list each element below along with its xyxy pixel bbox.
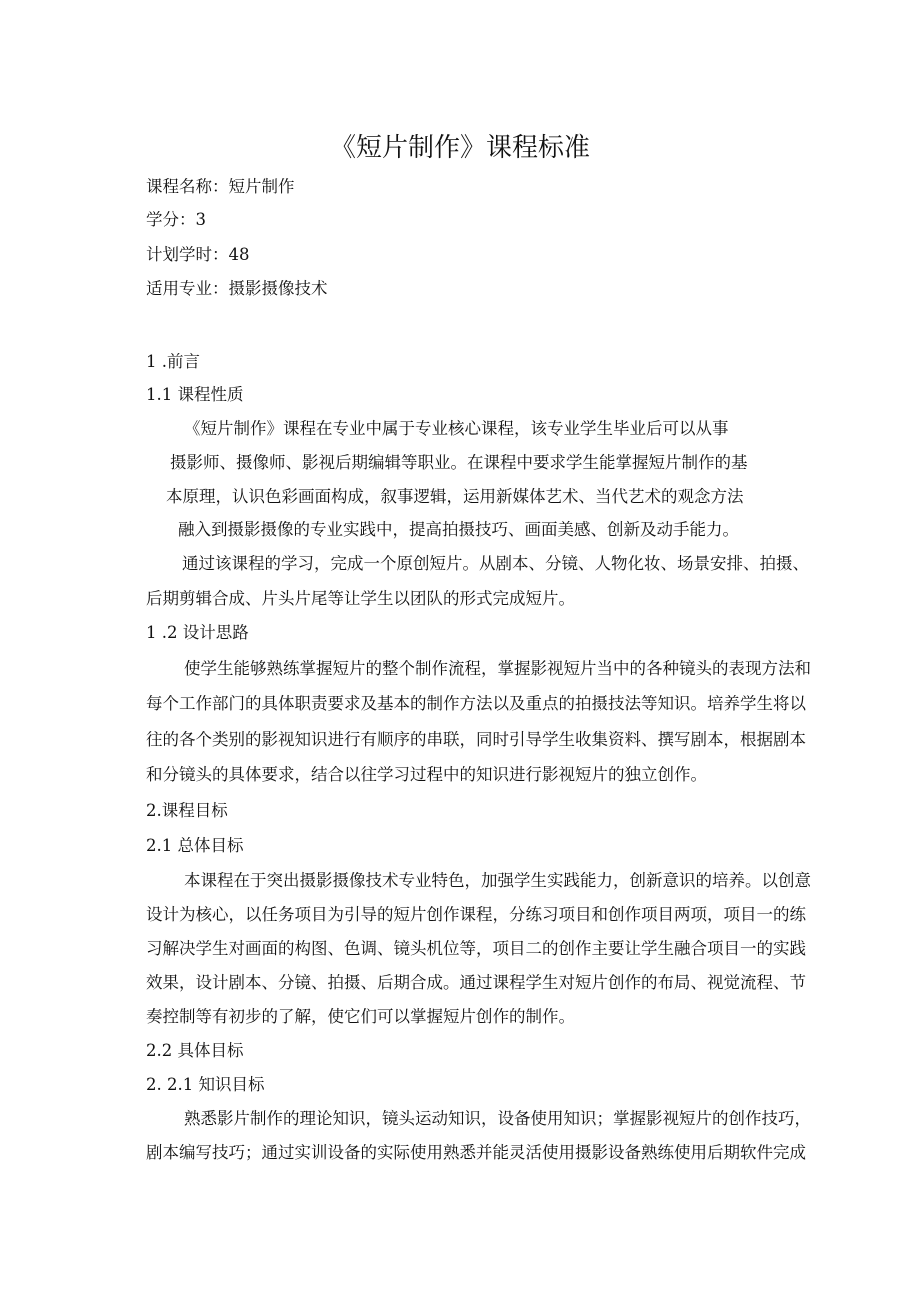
section-1-1-heading: 1.1 课程性质: [146, 385, 244, 404]
paragraph-line: 设计为核心，以任务项目为引导的短片创作课程，分练习项目和创作项目两项，项目一的练: [146, 905, 806, 924]
section-1-2-heading: 1 .2 设计思路: [146, 623, 249, 642]
meta-course-name: 课程名称：短片制作: [146, 177, 295, 196]
section-2-1-heading: 2.1 总体目标: [146, 836, 244, 855]
paragraph-line: 摄影师、摄像师、影视后期编辑等职业。在课程中要求学生能掌握短片制作的基: [170, 453, 748, 472]
paragraph-line: 本原理，认识色彩画面构成，叙事逻辑，运用新媒体艺术、当代艺术的观念方法: [166, 487, 744, 506]
paragraph-line: 《短片制作》课程在专业中属于专业核心课程，该专业学生毕业后可以从事: [184, 419, 729, 438]
paragraph-line: 融入到摄影摄像的专业实践中，提高拍摄技巧、画面美感、创新及动手能力。: [178, 520, 739, 539]
section-1-heading: 1 .前言: [146, 352, 200, 371]
section-2-2-1-heading: 2. 2.1 知识目标: [146, 1075, 265, 1094]
paragraph-line: 每个工作部门的具体职责要求及基本的制作方法以及重点的拍摄技法等知识。培养学生将以: [146, 694, 806, 713]
paragraph-line: 剧本编写技巧；通过实训设备的实际使用熟悉并能灵活使用摄影设备熟练使用后期软件完成: [146, 1143, 806, 1162]
paragraph-line: 通过该课程的学习，完成一个原创短片。从剧本、分镜、人物化妆、场景安排、拍摄、: [182, 554, 809, 573]
meta-major: 适用专业：摄影摄像技术: [146, 279, 328, 298]
document-title: 《短片制作》课程标准: [329, 133, 590, 163]
paragraph-line: 熟悉影片制作的理论知识，镜头运动知识，设备使用知识；掌握影视短片的创作技巧，: [184, 1109, 811, 1128]
paragraph-line: 效果，设计剧本、分镜、拍摄、后期合成。通过课程学生对短片创作的布局、视觉流程、节: [146, 973, 806, 992]
meta-hours: 计划学时：48: [146, 245, 250, 264]
paragraph-line: 本课程在于突出摄影摄像技术专业特色，加强学生实践能力，创新意识的培养。以创意: [184, 871, 811, 890]
meta-credits: 学分：3: [146, 210, 206, 229]
paragraph-line: 奏控制等有初步的了解，使它们可以掌握短片创作的制作。: [146, 1007, 575, 1026]
paragraph-line: 和分镜头的具体要求，结合以往学习过程中的知识进行影视短片的独立创作。: [146, 765, 707, 784]
section-2-2-heading: 2.2 具体目标: [146, 1041, 244, 1060]
paragraph-line: 后期剪辑合成、片头片尾等让学生以团队的形式完成短片。: [146, 589, 575, 608]
paragraph-line: 使学生能够熟练掌握短片的整个制作流程，掌握影视短片当中的各种镜头的表现方法和: [184, 659, 811, 678]
paragraph-line: 习解决学生对画面的构图、色调、镜头机位等，项目二的创作主要让学生融合项目一的实践: [146, 939, 806, 958]
paragraph-line: 往的各个类别的影视知识进行有顺序的串联，同时引导学生收集资料、撰写剧本，根据剧本: [146, 730, 806, 749]
section-2-heading: 2.课程目标: [146, 801, 228, 820]
